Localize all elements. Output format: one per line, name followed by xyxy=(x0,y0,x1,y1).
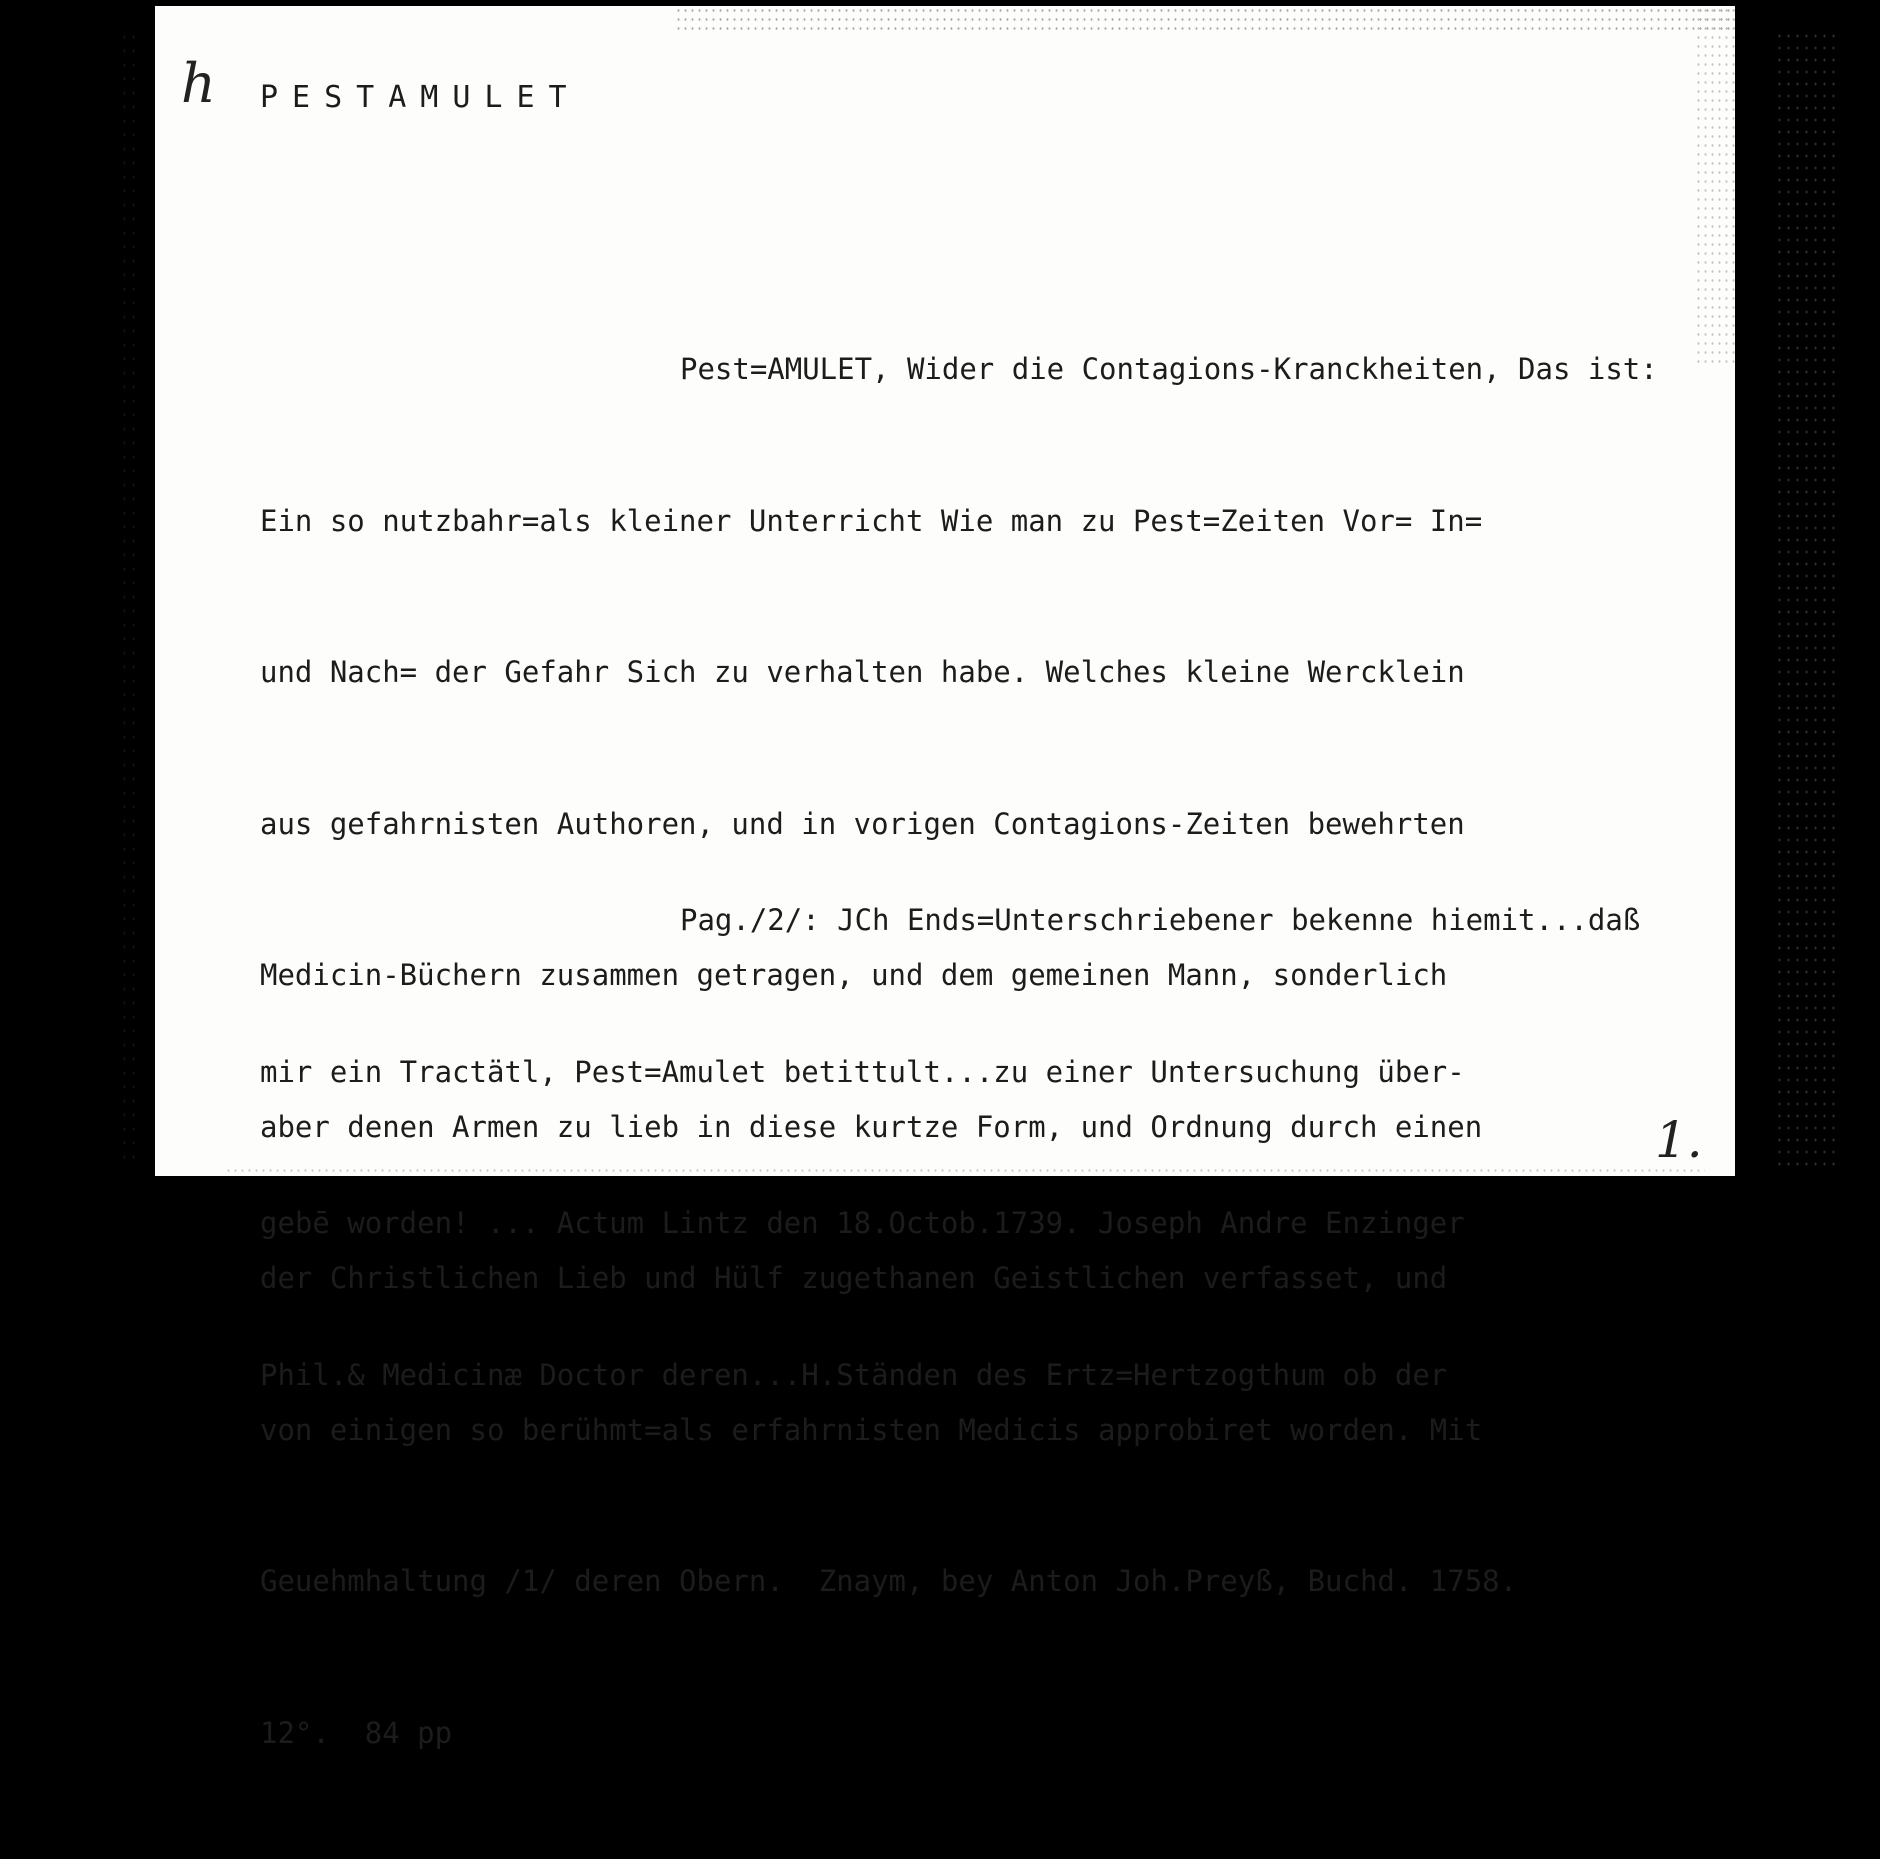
text-line: Ein so nutzbahr=als kleiner Unterricht Wie man zu Pest=Zeiten Vor= In= xyxy=(260,503,1483,538)
card-heading: PESTAMULET xyxy=(260,80,581,115)
text-line: Medicin-Büchern zusammen getragen, und dem gemeinen Mann, sonderlich xyxy=(260,958,1448,992)
text-line: Pag./2/: JCh Ends=Unterschriebener bekenne hiemit...daß xyxy=(680,903,1641,937)
text-line: Pest=AMULET, Wider die Contagions-Kranckheiten, Das ist: xyxy=(680,352,1658,386)
scan-speckle-top xyxy=(675,6,1735,32)
text-line: gebē worden! ... Actum Lintz den 18.Octob.1739. Joseph Andre Enzinger xyxy=(260,1206,1465,1240)
handwritten-initial: h xyxy=(181,52,210,115)
text-line: der Christlichen Lieb und Hülf zugethanen Geistlichen verfasset, und xyxy=(260,1261,1448,1295)
catalog-card xyxy=(155,6,1735,1750)
text-line: 12°. 84 pp xyxy=(260,1715,453,1750)
text-line: von einigen so berühmt=als erfahrnisten Medicis approbiret worden. Mit xyxy=(260,1412,1483,1447)
text-line: Phil.& Medicinæ Doctor deren...H.Ständen des Ertz=Hertzogthum ob der xyxy=(260,1357,1448,1392)
text-line: aber denen Armen zu lieb in diese kurtze Form, und Ordnung durch einen xyxy=(260,1109,1483,1144)
scan-left-edge-noise xyxy=(120,30,140,1160)
handwritten-page-number: 1. xyxy=(1655,1111,1703,1169)
scan-right-edge-noise xyxy=(1775,30,1835,1170)
text-line: und Nach= der Gefahr Sich zu verhalten habe. Welches kleine Wercklein xyxy=(260,655,1465,689)
text-line: aus gefahrnisten Authoren, und in vorigen Contagions-Zeiten bewehrten xyxy=(260,806,1465,841)
scan-speckle-right xyxy=(1695,6,1735,366)
paragraph-approbation xyxy=(260,794,1640,1501)
text-line: Geuehmhaltung /1/ deren Obern. Znaym, bey Anton Joh.Preyß, Buchd. 1758. xyxy=(260,1564,1518,1598)
text-line: mir ein Tractätl, Pest=Amulet betittult...zu einer Untersuchung über- xyxy=(260,1054,1465,1089)
